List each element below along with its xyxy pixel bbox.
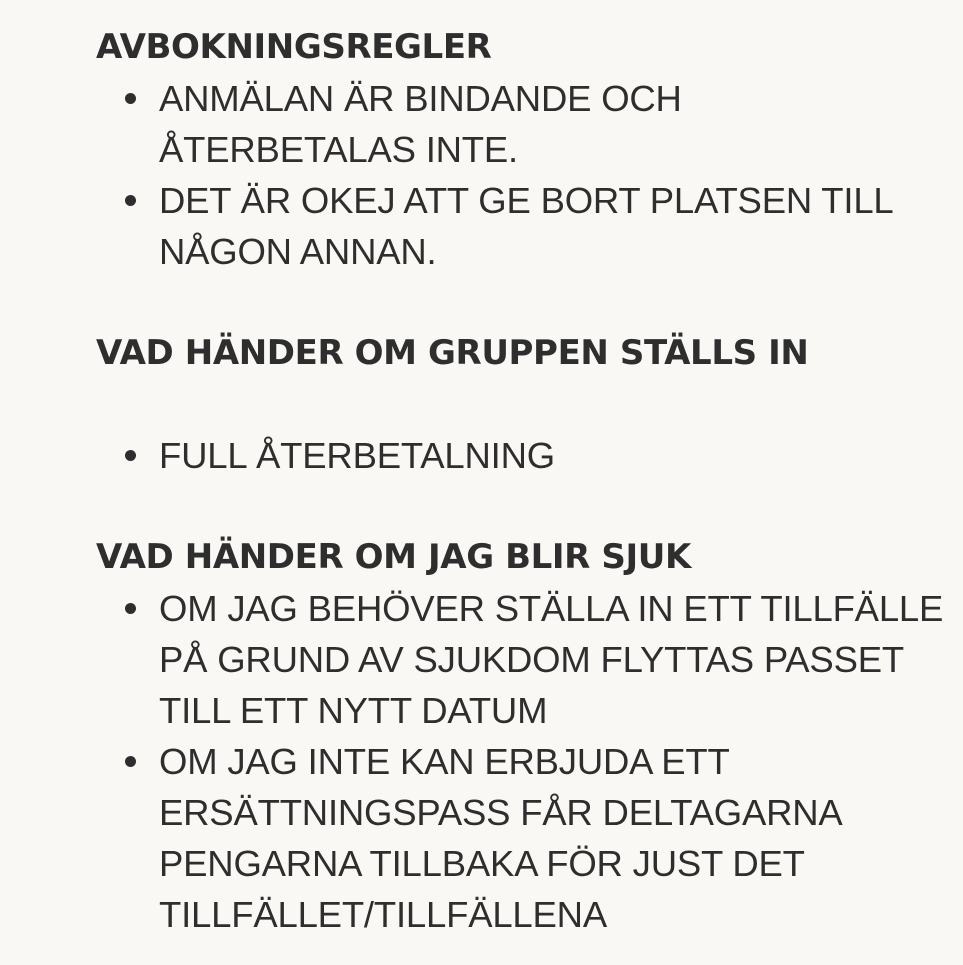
list-item-text: ANMÄLAN ÄR BINDANDE OCH ÅTERBETALAS INTE. <box>159 78 682 170</box>
section-title-group-cancelled: VAD HÄNDER OM GRUPPEN STÄLLS IN <box>96 333 809 373</box>
group-cancelled-list <box>96 430 946 481</box>
list-item <box>159 73 946 175</box>
bullet-icon <box>125 756 136 767</box>
list-item-text: FULL ÅTERBETALNING <box>159 435 555 476</box>
list-item-text: OM JAG INTE KAN ERBJUDA ETT ERSÄTTNINGSPASS FÅR DELTAGARNA PENGARNA TILLBAKA FÖR JUST DET TILLFÄLLET/TILLFÄLLENA <box>159 741 841 935</box>
section-title-illness: VAD HÄNDER OM JAG BLIR SJUK <box>96 537 691 577</box>
list-item <box>159 583 946 736</box>
list-item-text: OM JAG BEHÖVER STÄLLA IN ETT TILLFÄLLE PÅ GRUND AV SJUKDOM FLYTTAS PASSET TILL ETT NYTT DATUM <box>159 588 944 731</box>
cancellation-list <box>96 73 946 277</box>
bullet-icon <box>125 195 136 206</box>
bullet-icon <box>125 93 136 104</box>
illness-list <box>96 583 946 940</box>
spacer <box>96 379 946 430</box>
bullet-icon <box>125 450 136 461</box>
spacer <box>96 481 946 532</box>
list-item-text: DET ÄR OKEJ ATT GE BORT PLATSEN TILL NÅGON ANNAN. <box>159 180 893 272</box>
list-item <box>159 430 946 481</box>
spacer <box>96 277 946 328</box>
list-item <box>159 175 946 277</box>
section-title-cancellation: AVBOKNINGSREGLER <box>96 27 492 67</box>
list-item <box>159 736 946 940</box>
bullet-icon <box>125 603 136 614</box>
policy-content <box>96 22 946 940</box>
